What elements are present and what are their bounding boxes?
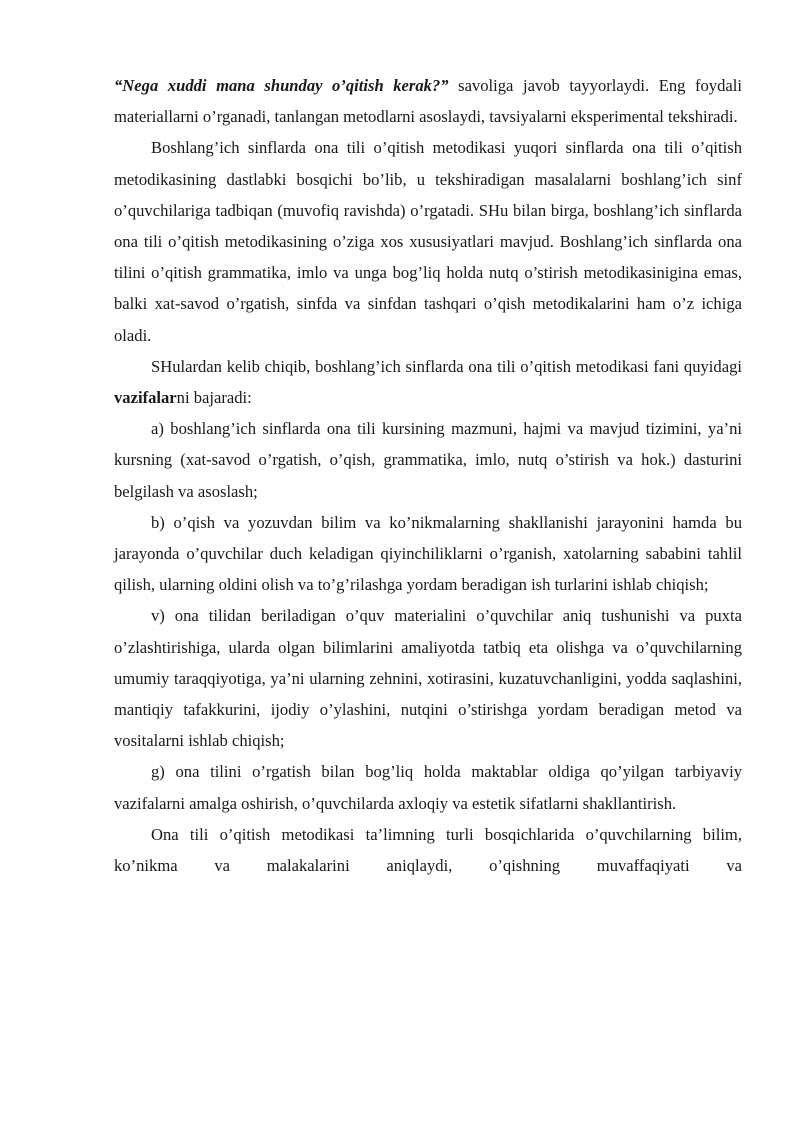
tasks-keyword: vazifalar (114, 388, 177, 408)
tasks-intro-end: ni bajaradi: (176, 388, 252, 408)
list-item-a: a) boshlang’ich sinflarda ona tili kursining mazmuni, hajmi va mavjud tizimini, ya’ni kursning (xat-savod o’rgatish, o’qish, grammatika, imlo, nutq o’stirish va hok.) dasturini belgilash va asoslash; (114, 419, 742, 501)
paragraph-closing: Ona tili o’qitish metodikasi ta’limning turli bosqichlarida o’quvchilarning bilim, ko’nikma va malakalarini aniqlaydi, o’qishning muvaffaqiyati va (114, 824, 742, 876)
paragraph-intro-text: savoliga javob tayyorlaydi. Eng foydali materiallarni o’rganadi, tanlangan metodlarni asoslaydi, tavsiyalarni eksperimental tekshiradi. (114, 76, 742, 127)
list-item-b: b) o’qish va yozuvdan bilim va ko’nikmalarning shakllanishi jarayonini hamda bu jarayonda o’quvchilar duch keladigan qiyinchiliklarni o’rganish, xatolarning sababini tahlil qilish, ularning oldini olish va to’g’rilashga yordam beradigan ish turlarini ishlab chiqish; (114, 512, 742, 595)
question-lead: “Nega xuddi mana shunday o’qitish kerak?” (114, 76, 449, 95)
document-page (114, 70, 742, 881)
tasks-intro-text: SHulardan kelib chiqib, boshlang’ich sinflarda ona tili o’qitish metodikasi fani quyidagi (151, 356, 742, 376)
paragraph-intro (114, 70, 742, 132)
paragraph-methodology: Boshlang’ich sinflarda ona tili o’qitish metodikasi yuqori sinflarda ona tili o’qitish metodikasining dastlabki bosqichi bo’lib, u tekshiradigan masalalarni boshlang’ich sinf o’quvchilariga tadbiqan (muvofiq ravishda) o’rgatadi. SHu bilan birga, boshlang’ich sinflarda ona tili o’qitish metodikasining o’ziga xos xususiyatlari mavjud. Boshlang’ich sinflarda ona tilini o’qitish grammatika, imlo va unga bog’liq holda nutq o’stirish metodikasinigina emas, balki xat-savod o’rgatish, sinfda va sinfdan tashqari o’qish metodikalarini ham o’z ichiga oladi. (114, 138, 742, 345)
paragraph-tasks-intro (114, 351, 742, 413)
list-item-v: v) ona tilidan beriladigan o’quv materialini o’quvchilar aniq tushunishi va puxta o’zlashtirishiga, ularda olgan bilimlarini amaliyotda tatbiq eta olishga va o’quvchilarning umumiy taraqqiyotiga, ya’ni ularning zehnini, xotirasini, kuzatuvchanligini, yodda saqlashini, mantiqiy tafakkurini, ijodiy o’ylashini, nutqini o’stirishga yordam beradigan metod va vositalarni ishlab chiqish; (114, 606, 742, 751)
list-item-g: g) ona tilini o’rgatish bilan bog’liq holda maktablar oldiga qo’yilgan tarbiyaviy vazifalarni amalga oshirish, o’quvchilarda axloqiy va estetik sifatlarni shakllantirish. (114, 762, 742, 813)
